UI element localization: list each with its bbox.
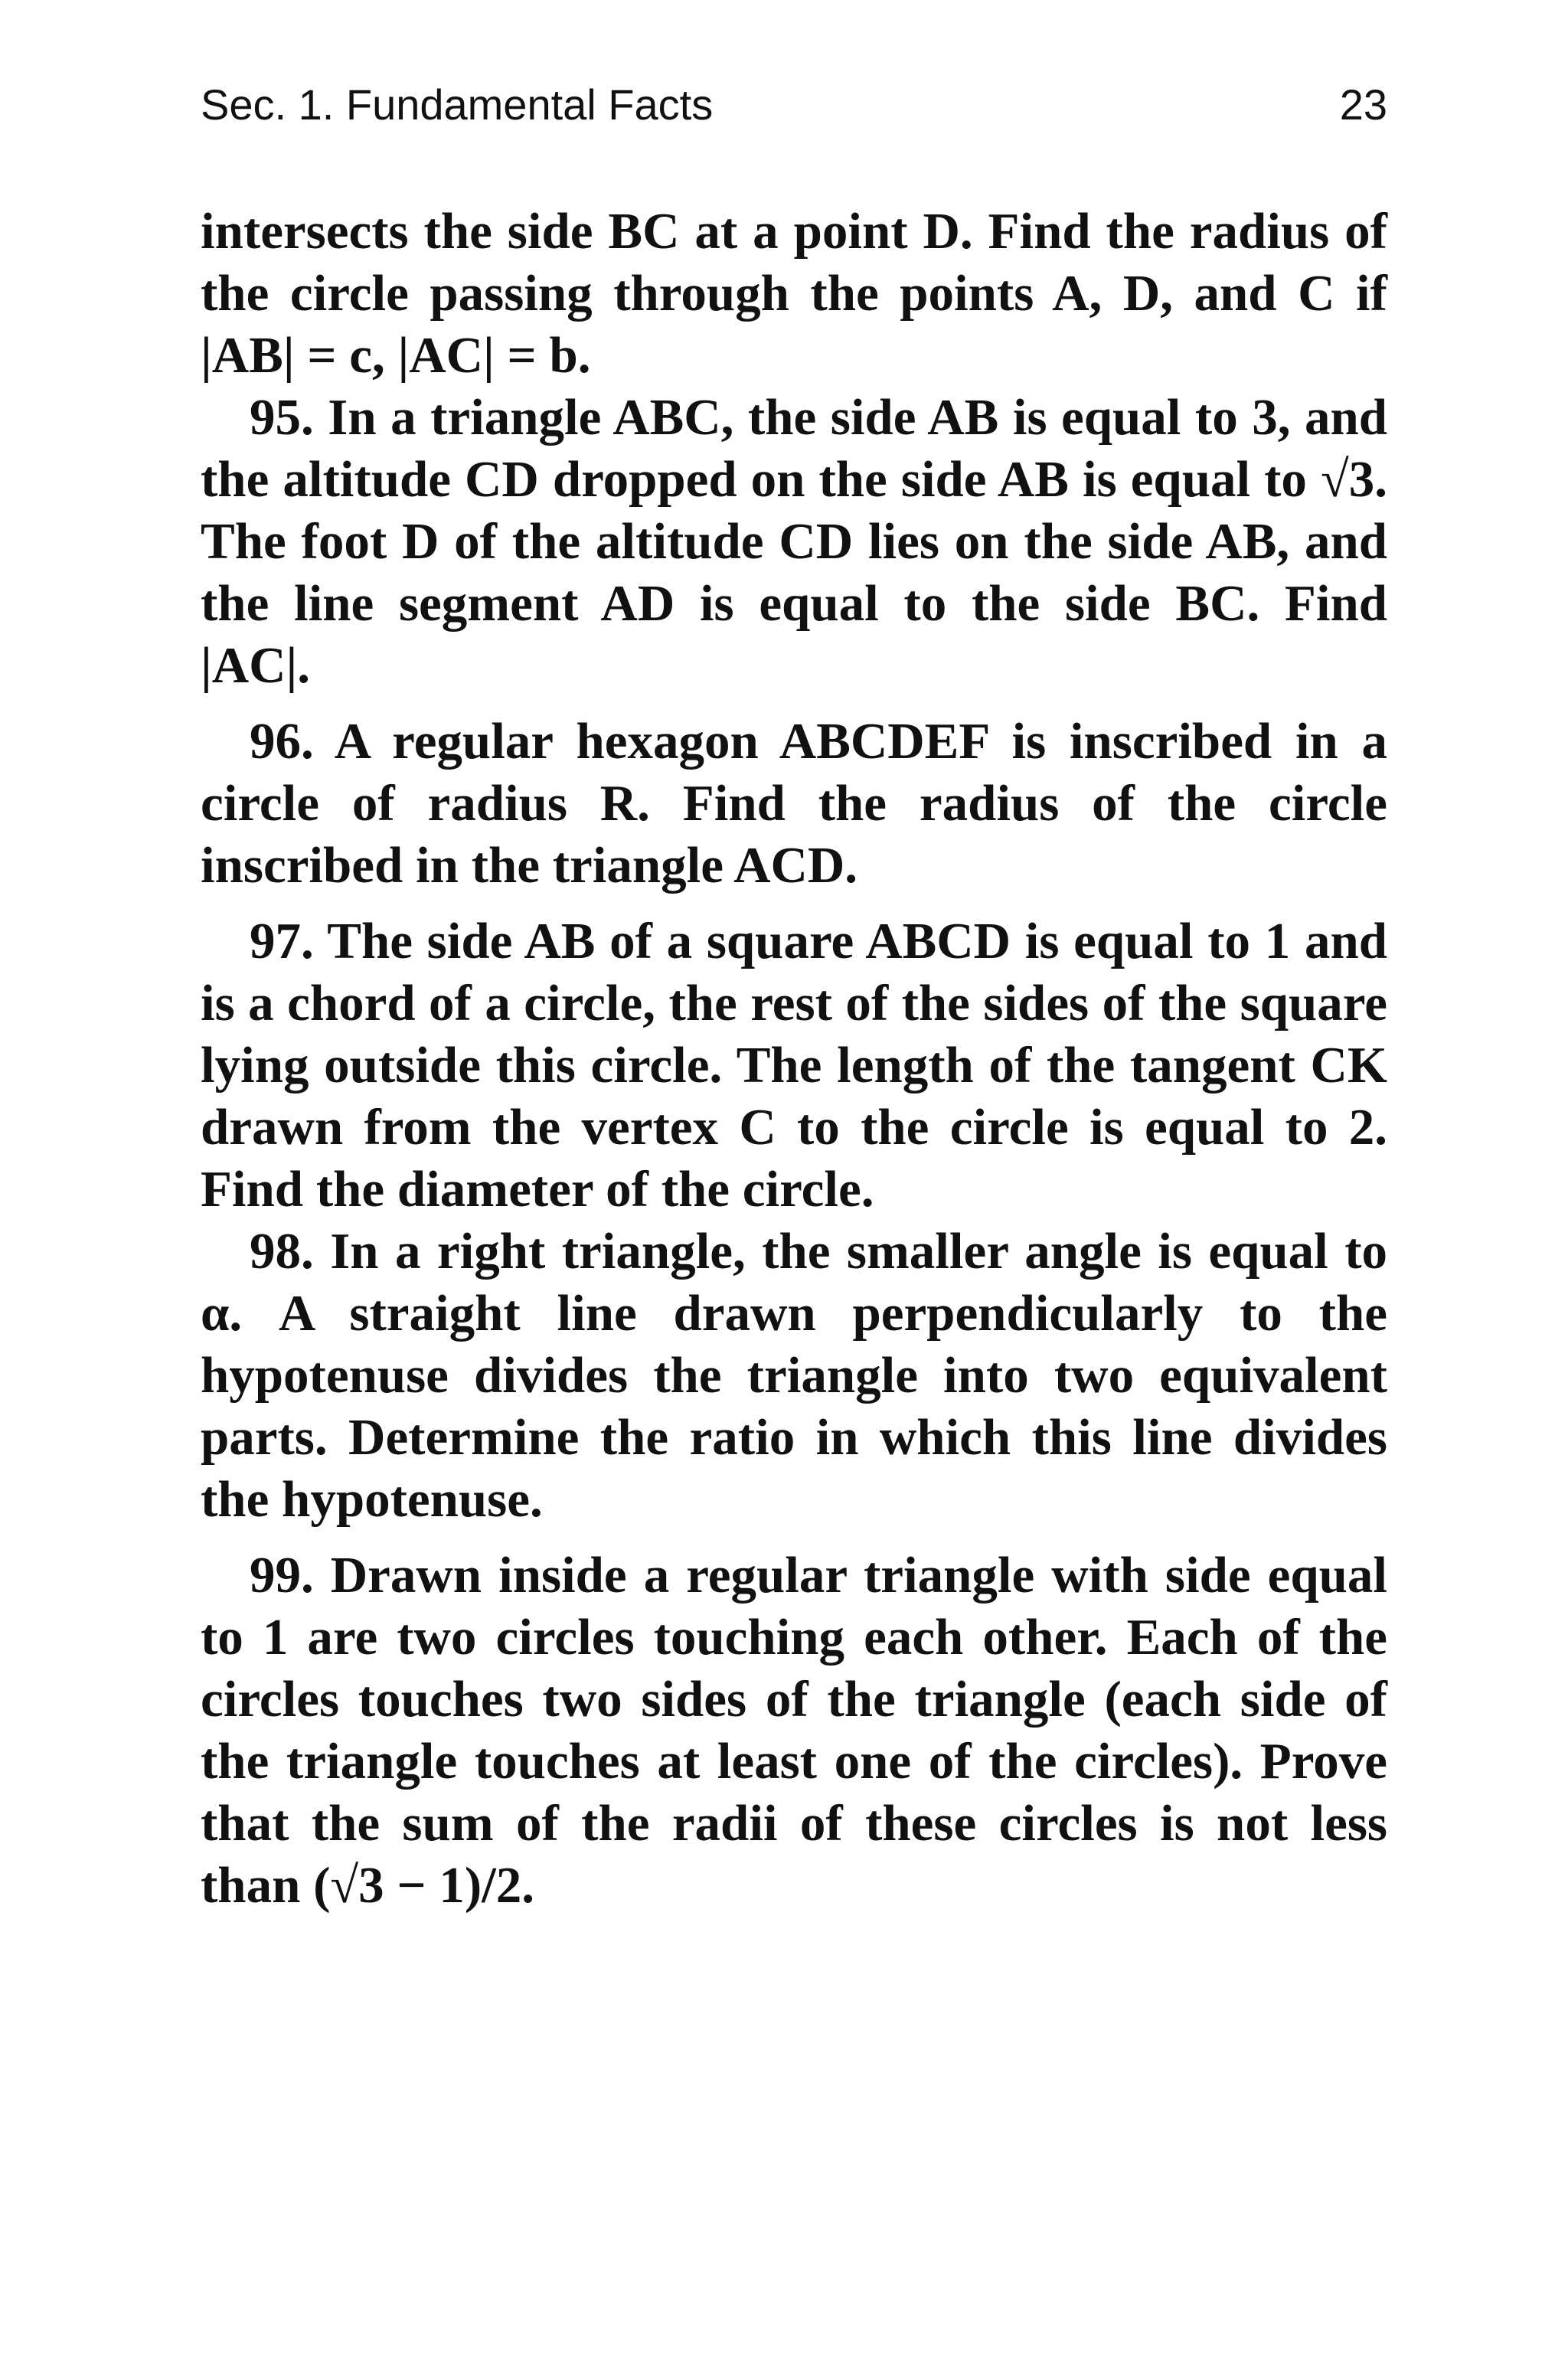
problem-text: In a triangle ABC, the side AB is equal to 3, and the altitude CD dropped on the side AB is equal to √3. The foot D of the altitude CD lies on the side AB, and the line segment AD is equal to the side BC. Find |AC|. [201, 389, 1388, 694]
problem-text: In a right triangle, the smaller angle is equal to α. A straight line drawn perpendicularly to the hypotenuse divides the triangle into two equivalent parts. Determine the ratio in which this line divides the hypotenuse. [201, 1223, 1388, 1528]
problem-text-body [201, 201, 1387, 1917]
problem-number: 99. [250, 1547, 314, 1604]
problem-number: 97. [250, 913, 314, 969]
problem-number: 96. [250, 713, 314, 770]
problem-98 [201, 1221, 1387, 1531]
page-header [201, 70, 1387, 139]
page-number: 23 [1339, 80, 1387, 129]
problem-95 [201, 387, 1387, 697]
problem-97 [201, 910, 1387, 1221]
problem-number: 95. [250, 389, 314, 446]
running-head: Sec. 1. Fundamental Facts [201, 80, 714, 129]
problem-99 [201, 1545, 1387, 1917]
problem-text: The side AB of a square ABCD is equal to 1 and is a chord of a circle, the rest of the sides of the square lying outside this circle. The length of the tangent CK drawn from the vertex C to the circle is equal to 2. Find the diameter of the circle. [201, 913, 1387, 1218]
problem-94-continuation [201, 201, 1387, 387]
problem-text: intersects the side BC at a point D. Find the radius of the circle passing through the points A, D, and C if |AB| = c, |AC| = b. [201, 203, 1387, 384]
problem-96 [201, 711, 1387, 897]
problem-text: A regular hexagon ABCDEF is inscribed in a circle of radius R. Find the radius of the circle inscribed in the triangle ACD. [201, 713, 1387, 894]
problem-text: Drawn inside a regular triangle with side equal to 1 are two circles touching each other. Each of the circles touches two sides of the triangle (each side of the triangle touches at least one of the circles). Prove that the sum of the radii of these circles is not less than (√3 − 1)/2. [201, 1547, 1387, 1914]
problem-number: 98. [250, 1223, 314, 1280]
